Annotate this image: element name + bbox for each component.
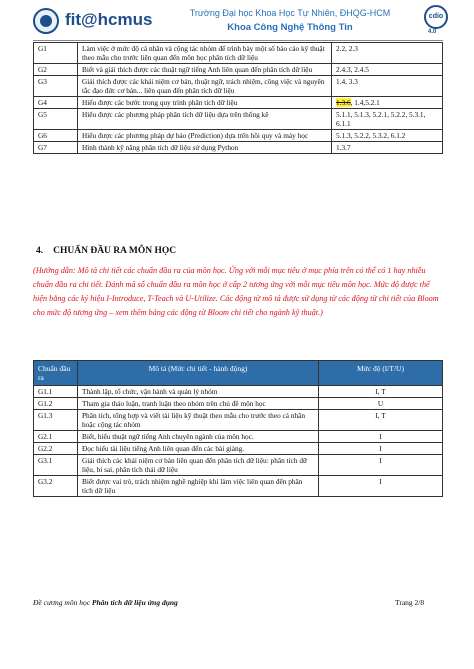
outcome-row xyxy=(34,476,443,497)
objective-code: G3 xyxy=(34,76,78,97)
header-level: Mức độ (I/T/U) xyxy=(319,361,443,386)
objective-cdr xyxy=(332,109,443,130)
outcome-description: Phân tích, tổng hợp và viết tài liệu kỹ thuật theo mẫu cho trước theo cá nhân hoặc cộng tác nhóm xyxy=(78,410,319,431)
outcome-row xyxy=(34,455,443,476)
outcome-row xyxy=(34,386,443,398)
objective-row xyxy=(34,109,443,130)
faculty-name: Khoa Công Nghệ Thông Tin xyxy=(227,22,353,33)
outcome-level: I, T xyxy=(319,386,443,398)
objective-cdr xyxy=(332,97,443,109)
cdr-value: 2.4.3, 2.4.5 xyxy=(336,65,369,74)
outcome-description: Biết, hiểu thuật ngữ tiếng Anh chuyên ngành của môn học. xyxy=(78,431,319,443)
objective-description: Hiểu được các phương pháp phân tích dữ liệu dựa trên thống kê xyxy=(78,109,332,130)
objective-row xyxy=(34,76,443,97)
outcome-level: I xyxy=(319,455,443,476)
outcomes-table xyxy=(33,360,443,497)
brand-name: fit@hcmus xyxy=(65,10,153,29)
outcome-description: Giải thích các khái niệm cơ bản liên quan đến phân tích dữ liệu: phân tích dữ liệu, bi sai, phân tích thái dữ liệu xyxy=(78,455,319,476)
outcome-description: Tham gia thảo luận, tranh luận theo nhóm trên chủ đề môn học xyxy=(78,398,319,410)
objective-description: Giải thích được các khái niệm cơ bản, thuật ngữ, trách nhiệm, công việc và nguyên tắc đạo đức cơ bản... liên quan đến phân tích dữ liệu xyxy=(78,76,332,97)
outcome-level: I xyxy=(319,431,443,443)
objective-cdr xyxy=(332,142,443,154)
outcome-code: G2.2 xyxy=(34,443,78,455)
objective-cdr xyxy=(332,64,443,76)
outcome-row xyxy=(34,410,443,431)
outcome-level: I xyxy=(319,443,443,455)
objective-description: Làm việc ở mức độ cá nhân và cộng tác nhóm để trình bày một số báo cáo kỹ thuật theo mẫu cho trước liên quan đến môn học phân tích dữ liệu xyxy=(78,43,332,64)
objective-code: G1 xyxy=(34,43,78,64)
objectives-table xyxy=(33,42,443,154)
outcome-code: G1.1 xyxy=(34,386,78,398)
objective-cdr xyxy=(332,76,443,97)
outcome-code: G3.2 xyxy=(34,476,78,497)
section-heading: CHUẨN ĐẦU RA MÔN HỌC xyxy=(53,246,177,256)
page-header xyxy=(0,0,474,40)
objective-code: G7 xyxy=(34,142,78,154)
footer-course-name: Phân tích dữ liệu ứng dụng xyxy=(91,598,178,607)
objective-row xyxy=(34,142,443,154)
header-description: Mô tả (Mức chi tiết - hành động) xyxy=(78,361,319,386)
outcomes-header-row xyxy=(34,361,443,386)
outcome-description: Thành lập, tổ chức, vận hành và quản lý nhóm xyxy=(78,386,319,398)
outcome-code: G2.1 xyxy=(34,431,78,443)
objective-row xyxy=(34,130,443,142)
cdr-value: 5.1.1, 5.1.3, 5.2.1, 5.2.2, 5.3.1, 6.1.1 xyxy=(336,110,426,128)
objective-code: G5 xyxy=(34,109,78,130)
section-number: 4. xyxy=(36,246,44,256)
outcome-row xyxy=(34,431,443,443)
cdio-logo-icon: cdio xyxy=(424,5,448,29)
school-name: Trường Đại học Khoa Học Tự Nhiên, ĐHQG-HCM xyxy=(189,8,391,18)
outcome-code: G3.1 xyxy=(34,455,78,476)
outcome-row xyxy=(34,443,443,455)
outcome-row xyxy=(34,398,443,410)
cdr-struck: 1.3.6 xyxy=(336,98,351,107)
cdr-value: 2.2, 2.3 xyxy=(336,44,358,53)
objective-cdr xyxy=(332,43,443,64)
objective-row xyxy=(34,64,443,76)
header-divider xyxy=(33,40,443,41)
objective-code: G4 xyxy=(34,97,78,109)
objective-code: G2 xyxy=(34,64,78,76)
outcome-description: Biết được vai trò, trách nhiệm nghề nghiệp khi làm việc liên quan đến phân tích dữ liệu xyxy=(78,476,319,497)
cdr-value: 1.4, 3.3 xyxy=(336,77,358,86)
objective-code: G6 xyxy=(34,130,78,142)
cdr-value: , 1.4,5.2.1 xyxy=(350,98,380,107)
footer-course xyxy=(33,598,178,607)
outcome-code: G1.3 xyxy=(34,410,78,431)
guide-note: (Hướng dẫn: Mô tả chi tiết các chuẩn đầu ra của môn học. Ứng với mỗi mục tiêu ở mục phía trên có thể có 1 hay nhiều chuẩn đầu ra chi tiết. Đánh mã số chuẩn đầu ra môn học ở cấp 2 tương ứng với mỗi mục tiêu môn học. Mức độ được thể hiện bằng các ký hiệu I-Introduce, T-Teach và U-Utilize. Các động từ mô tả được sử dụng từ các động từ chi tiết của Bloom cho mức độ tương ứng – xem thêm bảng các động từ Bloom chi tiết cho ngành kỹ thuật.) xyxy=(33,266,439,317)
section-title xyxy=(36,246,176,256)
footer-prefix: Đề cương môn học xyxy=(33,598,92,607)
objective-description: Hiểu được các bước trong quy trình phân tích dữ liệu xyxy=(78,97,332,109)
objective-description: Biết và giải thích được các thuật ngữ tiếng Anh liên quan đến phân tích dữ liệu xyxy=(78,64,332,76)
outcome-code: G1.2 xyxy=(34,398,78,410)
objective-row xyxy=(34,43,443,64)
outcome-level: U xyxy=(319,398,443,410)
objective-cdr xyxy=(332,130,443,142)
page-number: Trang 2/8 xyxy=(395,598,425,607)
outcome-description: Đọc hiểu tài liệu tiếng Anh liên quan đến các bài giảng. xyxy=(78,443,319,455)
header-code: Chuẩn đầu ra xyxy=(34,361,78,386)
objective-row xyxy=(34,97,443,109)
cdr-value: 5.1.3, 5.2.2, 5.3.2, 6.1.2 xyxy=(336,131,406,140)
objective-description: Hiểu được các phương pháp dự báo (Prediction) dựa trên hồi quy và máy học xyxy=(78,130,332,142)
cdio-version: 4.0 xyxy=(428,29,437,35)
cdr-value: 1.3.7 xyxy=(336,143,351,152)
outcome-level: I xyxy=(319,476,443,497)
outcome-level: I, T xyxy=(319,410,443,431)
university-logo-icon xyxy=(33,8,59,34)
objective-description: Hình thành kỹ năng phân tích dữ liệu sử dụng Python xyxy=(78,142,332,154)
